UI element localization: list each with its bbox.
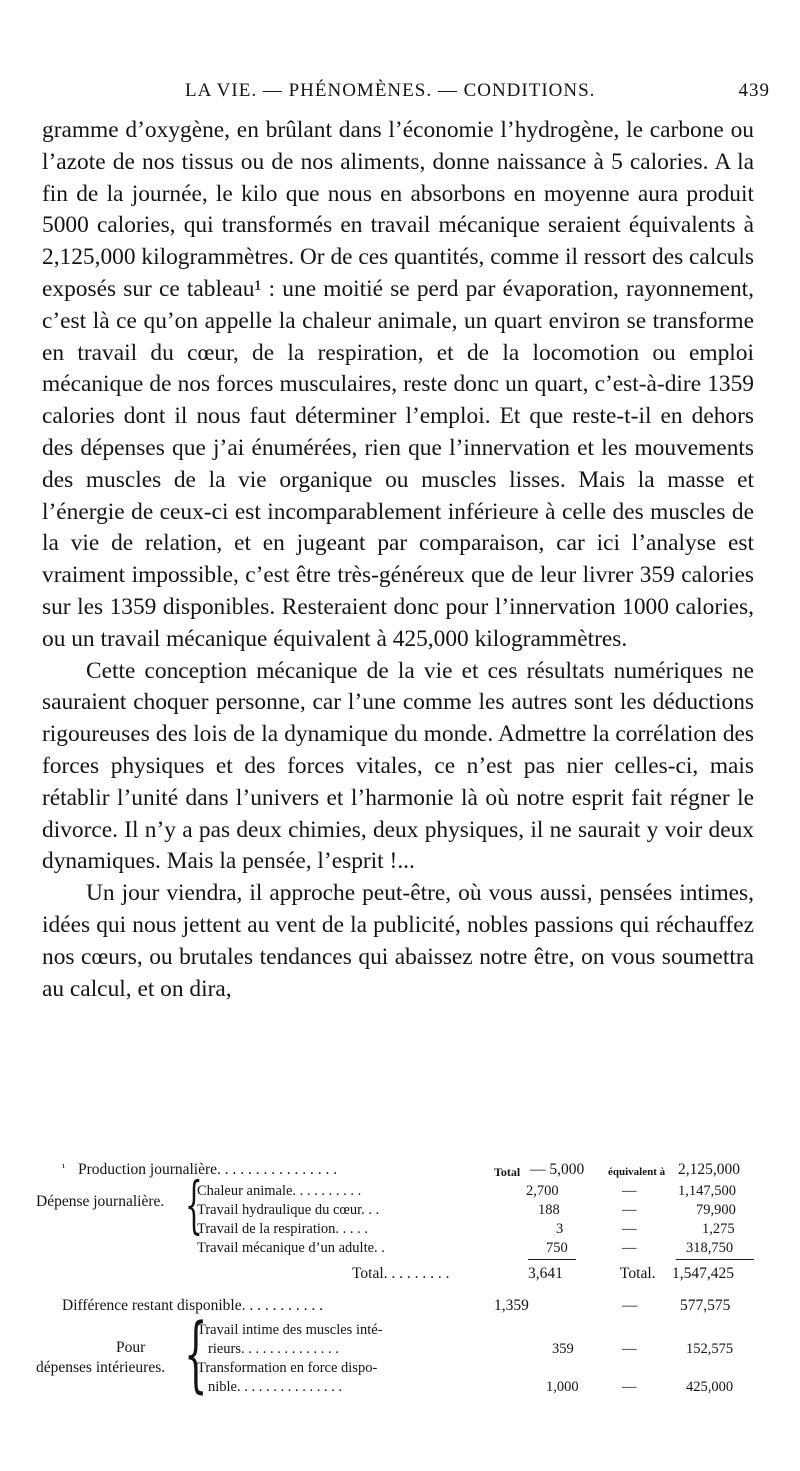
total-word: Total [494, 1165, 521, 1179]
paragraph: Cette conception mécanique de la vie et ces résultats numériques ne sauraient choquer personne, car l’une comme les autres sont les déductions rigoureuses des lois de la dynamique du monde. Admettre la corrélation des forces physiques et des forces vitales, ce n’est pas nier celles-ci, mais rétablir l’unité dans l’univers et l’harmonie là où notre esprit fait régner le divorce. Il n’y a pas deux chimies, deux physiques, il ne saurait y voir deux dynamiques. Mais la pensée, l’esprit !... [42, 657, 754, 875]
row-calories: 359 [552, 1341, 574, 1357]
row-kgm: 79,900 [696, 1202, 736, 1218]
row-kgm: 1,147,500 [678, 1183, 736, 1199]
row-kgm: 318,750 [686, 1240, 734, 1256]
total-calories: 3,641 [528, 1265, 563, 1282]
brace-icon: { [184, 1307, 208, 1402]
equivalent-word: équivalent à [608, 1166, 666, 1178]
row-label: Travail mécanique d’un adulte. . [197, 1240, 385, 1256]
total-kgm: 1,547,425 [672, 1265, 734, 1282]
difference-row [0, 1296, 800, 1318]
total-label: Total. . . . . . . . . [352, 1265, 450, 1282]
footnote-production-row [0, 1160, 800, 1182]
paragraph: Un jour viendra, il approche peut-être, où vous aussi, pensées intimes, idées qui nous jettent au vent de la publicité, nobles passions qui réchauffez nos cœurs, ou brutales tendances qui abaissez notre être, on vous soumettra au calcul, et on dira, [42, 880, 754, 1002]
production-equivalent: 2,125,000 [678, 1161, 740, 1178]
production-total: — 5,000 [530, 1161, 585, 1178]
brace-icon: { [185, 1168, 203, 1241]
row-label: Chaleur animale. . . . . . . . . . [197, 1183, 362, 1199]
running-header [40, 80, 770, 110]
row-dash: — [622, 1341, 637, 1357]
running-title: LA VIE. — PHÉNOMÈNES. — CONDITIONS. [185, 80, 596, 101]
total-label-2: Total. [620, 1265, 656, 1282]
page-number: 439 [738, 80, 770, 101]
row-calories: 1,000 [546, 1379, 579, 1395]
footnote-marker: ¹ [62, 1162, 66, 1174]
row-label: Transformation en force dispo- [197, 1360, 378, 1376]
body-text [42, 115, 754, 1005]
row-kgm: 425,000 [686, 1379, 734, 1395]
row-dash: — [622, 1379, 637, 1395]
row-label: rieurs. . . . . . . . . . . . . . [208, 1341, 339, 1357]
row-dash: — [622, 1297, 638, 1314]
row-dash: — [622, 1202, 637, 1218]
row-dash: — [622, 1183, 637, 1199]
table-row [0, 1238, 800, 1260]
row-calories: 3 [556, 1221, 564, 1237]
difference-kgm: 577,575 [680, 1297, 731, 1314]
row-calories: 2,700 [526, 1183, 559, 1199]
row-dash: — [622, 1221, 637, 1237]
row-dash: — [622, 1240, 637, 1256]
row-kgm: 1,275 [702, 1221, 735, 1237]
table-row [0, 1377, 800, 1399]
difference-label: Différence restant disponible. . . . . . . . . . . [62, 1297, 323, 1314]
production-label: Production journalière. . . . . . . . . . . . . . . . [78, 1161, 338, 1178]
difference-calories: 1,359 [494, 1297, 529, 1314]
row-label: Travail hydraulique du cœur. . . [197, 1202, 380, 1218]
total-row [0, 1264, 800, 1286]
pour-label: Pour [116, 1339, 146, 1356]
depense-label: Dépense journalière. [36, 1193, 165, 1210]
pour-label-2: dépenses intérieures. [36, 1359, 166, 1376]
row-calories: 188 [538, 1202, 560, 1218]
sum-rule [676, 1259, 754, 1260]
row-kgm: 152,575 [686, 1341, 734, 1357]
paragraph: gramme d’oxygène, en brûlant dans l’économie l’hydrogène, le carbone ou l’azote de nos tissus ou de nos aliments, donne naissance à 5 calories. A la fin de la journée, le kilo que nous en absorbons en moyenne aura produit 5000 calories, qui transformés en travail mécanique seraient équivalents à 2,125,000 kilogrammètres. Or de ces quantités, comme il ressort des calculs exposés sur ce tableau¹ : une moitié se perd par évaporation, rayonnement, c’est là ce qu’on appelle la chaleur animale, un quart environ se transforme en travail du cœur, de la respiration, et de la locomotion ou emploi mécanique de nos forces musculaires, reste donc un quart, c’est-à-dire 1359 calories dont il nous faut déterminer l’emploi. Et que reste-t-il en dehors des dépenses que j’ai énumérées, rien que l’innervation et les mouvements des muscles de la vie organique ou muscles lisses. Mais la masse et l’énergie de ceux-ci est incomparablement inférieure à celle des muscles de la vie de relation, et en jugeant par comparaison, car ici l’analyse est vraiment impossible, c’est être très-généreux que de leur livrer 359 calories sur les 1359 disponibles. Resteraient donc pour l’innervation 1000 calories, ou un travail mécanique équivalent à 425,000 kilogrammètres. [42, 117, 754, 652]
row-label: nible. . . . . . . . . . . . . . . [208, 1379, 343, 1395]
sum-rule [528, 1259, 576, 1260]
row-label: Travail de la respiration. . . . . [197, 1221, 369, 1237]
row-label: Travail intime des muscles inté- [197, 1322, 383, 1338]
row-calories: 750 [546, 1240, 568, 1256]
